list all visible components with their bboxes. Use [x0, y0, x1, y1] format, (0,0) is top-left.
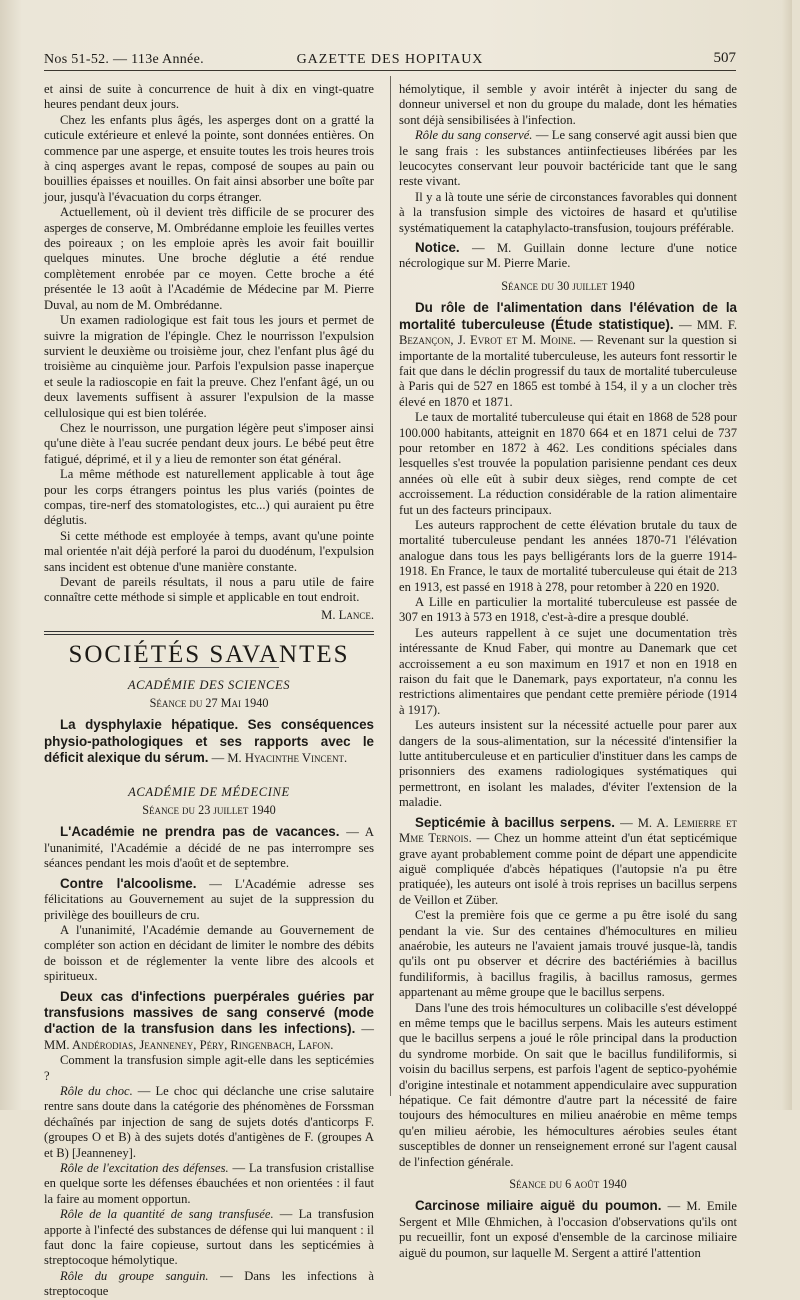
issue-number: Nos 51-52. — 113e Année.	[44, 52, 204, 67]
communication-text: — Chez un homme atteint d'un état septicémique grave ayant probablement comme point de départ une appendicite aiguë compliquée d'abcès hépatiques (l'autopsie n'a pu être pratiquée), les auteurs ont isolé à trois reprises un bacillus serpens de Veillon et Züber.	[399, 831, 737, 907]
communication	[44, 989, 374, 1054]
page-number: 507	[713, 50, 736, 66]
academy-heading: ACADÉMIE DES SCIENCES	[127, 677, 291, 692]
communication-author: — MM. Andérodias, Jeanneney, Péry, Ringenbach, Lafon.	[44, 1022, 374, 1052]
paragraph: Comment la transfusion simple agit-elle dans les septicémies ?	[44, 1053, 374, 1083]
paragraph	[44, 1084, 374, 1161]
session-date: Séance du 30 juillet 1940	[501, 278, 635, 293]
column-divider	[390, 76, 391, 1096]
paragraph: Il y a là toute une série de circonstances favorables qui donnent à la transfusion simple des victoires de hasard et qu'utilise systématiquement la cataphylacto-transfusion, toujours préférable.	[399, 189, 737, 235]
article-signature: M. Lance.	[321, 607, 374, 622]
paragraph: A l'unanimité, l'Académie demande au Gouvernement de compléter son action en décidant de limiter le nombre des débits de boisson et de réglementer la vente libre des alcools et spiritueux.	[44, 922, 374, 984]
journal-title: GAZETTE DES HOPITAUX	[296, 52, 484, 67]
paragraph: La même méthode est naturellement applicable à tout âge pour les corps étrangers pointus les plus variés (pointes de compas, tire-nerf des stomatologistes, etc...) qui auraient pu être déglutis.	[44, 467, 374, 528]
paragraph: Les auteurs insistent sur la nécessité actuelle pour parer aux dangers de la sous-alimentation, sur la nécessité d'intensifier la lutte antituberculeuse et en particulier d'instituer dans les camps de prisonniers des examens radiologiques systématiques qui permettront, en isolant les malades, d'éviter l'extension de la maladie.	[399, 718, 737, 810]
paragraph: A Lille en particulier la mortalité tuberculeuse est passée de 307 en 1913 à 573 en 1918, c'est-à-dire a presque doublé.	[399, 595, 737, 625]
paragraph: Devant de pareils résultats, il nous a paru utile de faire connaître cette méthode si simple et applicable en tout endroit.	[44, 575, 374, 605]
left-column	[44, 82, 374, 1300]
communication-title: Deux cas d'infections puerpérales guéries par transfusions massives de sang conservé (mode d'action de la transfusion dans les infections).	[44, 988, 374, 1037]
communication-text: — L'Académie adresse ses félicitations au Gouvernement au sujet de la suppression du privilège des bouilleurs de cru.	[44, 876, 374, 922]
communication-author: — M. A. Lemierre et Mme Ternois.	[399, 815, 737, 846]
page-edge-shadow	[782, 0, 792, 1110]
communication-text: — M. Guillain donne lecture d'une notice nécrologique sur M. Pierre Marie.	[399, 241, 737, 271]
paragraph: Dans l'une des trois hémocultures un colibacille s'est développé en même temps que le bacillus serpens. Mais les auteurs estiment que le bacillus serpens a joué le rôle principal dans la production du syndrome morbide. On sait que le bacillus fundiliformis, si voisin du bacillus serpens, est parfois l'agent de septico-pyohémie d'origine intestinale et notamment appendiculaire avec suppuration hépatique. Ce fait démontre d'autre part la nécessité de faire toujours des hémocultures en milieu anaérobie en même temps qu'en milieu aérobie, les hémocultures aérobies seules étant susceptibles de donner un renseignement erroné sur l'agent causal de l'infection générale.	[399, 1000, 737, 1169]
paragraph-text: — La transfusion cristallise en quelque sorte les défenses ébauchées et non orientées : il faut la faire au moment opportun.	[44, 1161, 374, 1206]
communication-title: Du rôle de l'alimentation dans l'élévation de la mortalité tuberculeuse (Étude statistique).	[399, 300, 737, 332]
academy-heading: ACADÉMIE DE MÉDECINE	[128, 784, 290, 799]
section-heading: SOCIÉTÉS SAVANTES	[68, 641, 350, 669]
paragraph-label: Rôle de l'excitation des défenses.	[60, 1161, 229, 1175]
paragraph	[44, 1269, 374, 1300]
communication-title: La dysphylaxie hépatique. Ses conséquences physio-pathologiques et ses rapports avec le déficit alexique du sérum.	[44, 717, 374, 766]
communication-author: — MM. F. Bezançon, J. Evrot et M. Moine.	[399, 317, 737, 348]
communication	[399, 300, 737, 410]
communication-title: Contre l'alcoolisme.	[60, 875, 197, 891]
paragraph: Le taux de mortalité tuberculeuse qui était en 1868 de 528 pour 100.000 habitants, atteignit en 1870 664 et en 1871 celui de 737 pour retomber en 1872 à 462. Les conditions spéciales dans lesquelles s'est trouvée la population parisienne pendant ces deux années où elle eût à subir deux sièges, rend compte de cet accroissement. La réduction considérable de la ration alimentaire fut un des facteurs principaux.	[399, 410, 737, 517]
paragraph-label: Rôle du sang conservé.	[415, 128, 533, 143]
paragraph: Un examen radiologique est fait tous les jours et permet de suivre la migration de l'épingle. Chez le nourrisson l'expulsion survient le deuxième ou troisième jour, chez l'enfant plus âgé du troisième au cinquième jour. Parfois l'expulsion passe inaperçue et seule la radioscopie en fait la preuve. Chez l'enfant âgé, un ou deux lavements suffisent à assurer l'expulsion de la masse cellulosique qui est bien tolérée.	[44, 313, 374, 420]
paragraph-text: — Le choc qui déclanche une crise salutaire rentre sans doute dans la catégorie des phénomènes de Forssman déchaînés par injection de sang de sujets dotés d'anticorps F. (groupes O et B) à des sujets dotés d'antigènes de F. (groupes A et B) [Jeanneney].	[44, 1083, 374, 1160]
communication	[399, 240, 737, 272]
paragraph-text: — Le sang conservé agit aussi bien que le sang frais : les substances antiinfectieuses libérées par les leucocytes conservant leur pouvoir bactéricide tant que le sang reste vivant.	[399, 128, 737, 189]
paragraph-text: — La transfusion apporte à l'infecté des substances de défense qui lui manquent : il faut donc la faire copieuse, surtout dans les septicémies à streptocoque hémolytique.	[44, 1207, 374, 1268]
paragraph: C'est la première fois que ce germe a pu être isolé du sang pendant la vie. Sur des centaines d'hémocultures en milieu anaérobie, les auteurs ne l'avaient jamais trouvé jusque-là, tandis qu'ils ont pu observer et décrire des bactériémies à bacillus fundiliformis, à bacillus fragilis, à bacillus ramosus, germes appartenant au même groupe que le bacillus serpens.	[399, 908, 737, 1000]
paragraph: Actuellement, où il devient très difficile de se procurer des asperges de conserve, M. Ombrédanne emploie les feuilles vertes des poireaux ; on les emploie après les avoir fait bouillir quelques minutes. Une broche déglutie a été rendue complètement enrobée par ce moyen. Cette broche a été présentée le 13 août à l'Académie de Médecine par M. Pierre Duval, au nom de M. Ombrédanne.	[44, 205, 374, 312]
paragraph: Si cette méthode est employée à temps, avant qu'une pointe mal orientée n'ait déjà perforé la paroi du duodénum, l'expulsion sans incident est obtenue d'une manière constante.	[44, 528, 374, 574]
communication	[399, 815, 737, 908]
communication-text: — Revenant sur la question si importante de la mortalité tuberculeuse, les auteurs font ressortir le fait que dans le déclin progressif du taux de mortalité tuberculeuse à Paris qui de 527 en 1865 est tombé à 154, il y a un clocher très élevé en 1870 et 1871.	[399, 333, 737, 409]
paragraph: Les auteurs rappellent à ce sujet une documentation très intéressante de Knud Faber, qui montre au Danemark que cet accroissement a eu son maximum en 1917 et non en 1918 en raison du fait que le Danemark, pays exportateur, n'a connu les restrictions alimentaires que pendant cette première période (1914 à 1917).	[399, 625, 737, 717]
paragraph: hémolytique, il semble y avoir intérêt à injecter du sang de donneur universel et non du groupe du malade, dont les hématies sont déjà sensibilisées à l'infection.	[399, 82, 737, 127]
communication-title: L'Académie ne prendra pas de vacances.	[60, 824, 340, 840]
communication	[399, 1198, 737, 1261]
communication	[44, 876, 374, 923]
communication-title: Septicémie à bacillus serpens.	[415, 814, 615, 830]
communication-author: — M. Hyacinthe Vincent.	[208, 751, 348, 766]
session-date: Séance du 27 Mai 1940	[149, 696, 269, 711]
paragraph	[399, 128, 737, 190]
right-column	[399, 82, 737, 1261]
section-divider	[44, 631, 374, 635]
paragraph	[44, 1161, 374, 1207]
session-date: Séance du 23 juillet 1940	[142, 803, 276, 818]
paragraph-label: Rôle du groupe sanguin.	[60, 1268, 209, 1283]
paragraph-text: — Dans les infections à streptocoque	[44, 1268, 374, 1299]
paragraph-label: Rôle de la quantité de sang transfusée.	[60, 1207, 274, 1222]
communication	[44, 717, 374, 766]
communication-title: Carcinose miliaire aiguë du poumon.	[415, 1198, 662, 1214]
paragraph-label: Rôle du choc.	[60, 1083, 133, 1098]
paragraph: Chez les enfants plus âgés, les asperges dont on a gratté la cuticule extérieure et enlevé la pointe, sont données entières. On commence par une asperge, et ensuite toutes les trois heures trois à cinq asperges avant le repas, composé de soupes au pain ou bouillies épaisses et nouilles. On fait ainsi absorber une boîte par jour, jusqu'à l'évacuation du corps étranger.	[44, 112, 374, 204]
session-date: Séance du 6 août 1940	[509, 1177, 627, 1192]
paragraph: et ainsi de suite à concurrence de huit à dix en vingt-quatre heures pendant deux jours.	[44, 82, 374, 112]
paragraph: Chez le nourrisson, une purgation légère peut s'imposer ainsi qu'une diète à l'eau sucrée pendant deux jours. Le bébé peut être fatigué, déprimé, et il y a lieu de remonter son état général.	[44, 420, 374, 466]
running-header	[44, 48, 736, 71]
communication-text: — A l'unanimité, l'Académie a décidé de ne pas interrompre ses séances pendant les mois d'août et de septembre.	[44, 825, 374, 871]
paragraph: Les auteurs rapprochent de cette élévation brutale du taux de mortalité tuberculeuse pendant les années 1870-71 l'élévation analogue dans tous les pays belligérants lors de la guerre 1914-1918. En France, le taux de mortalité tuberculeuse qui était de 213 en 1913, est passé en 1918 à 278, pour retomber à 220 en 1920.	[399, 517, 737, 594]
communication-text: — M. Emile Sergent et Mlle Œhmichen, à l'occasion d'observations qu'ils ont pu recueillir, font un exposé d'ensemble de la carcinose miliaire aiguë du poumon, sur laquelle M. Sergent a attiré l'attention	[399, 1199, 737, 1260]
communication	[44, 824, 374, 871]
paragraph	[44, 1207, 374, 1269]
communication-title: Notice.	[415, 240, 460, 256]
